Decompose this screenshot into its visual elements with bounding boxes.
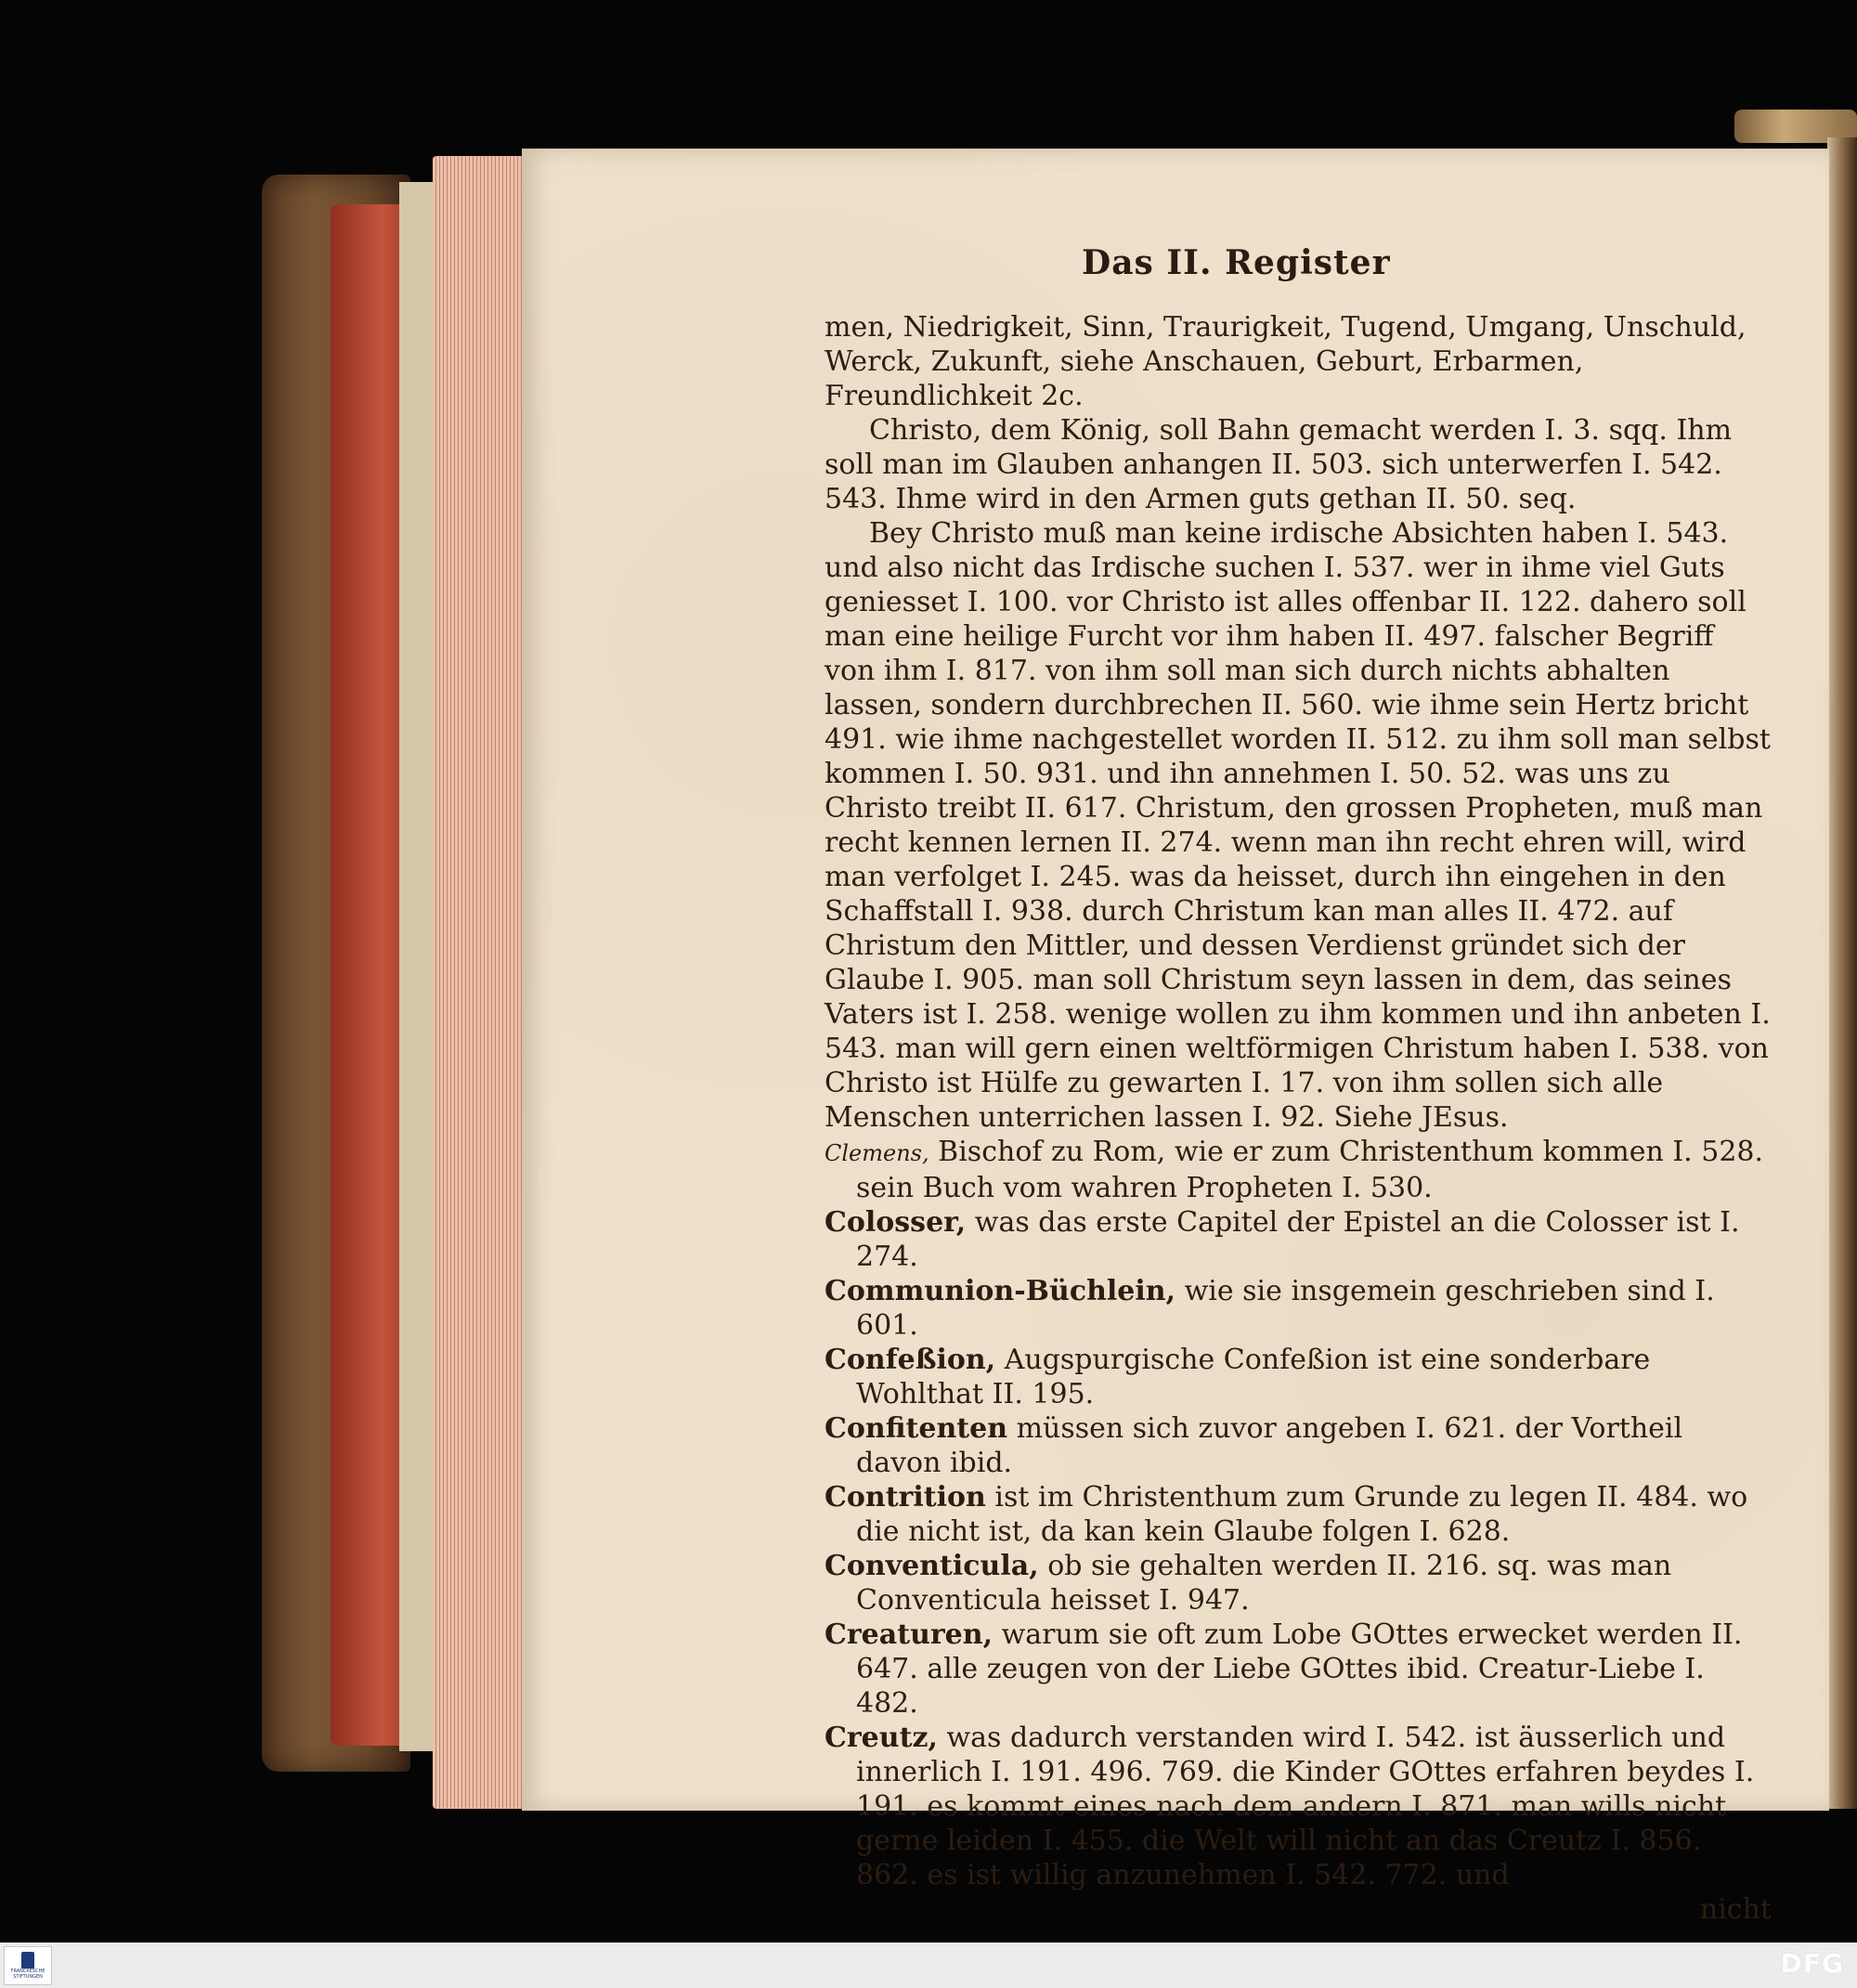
entry-lead: Confeßion, bbox=[825, 1344, 996, 1376]
entry-lead: Colosser, bbox=[825, 1206, 967, 1239]
entry-lead: Creaturen, bbox=[825, 1618, 993, 1651]
entry-text: ist im Christenthum zum Grunde zu legen II. 484. wo die nicht ist, da kan kein Glaube folgen I. 628. bbox=[856, 1481, 1748, 1548]
entry-text: Bey Christo muß man keine irdische Absichten haben I. 543. und also nicht das Irdische suchen I. 537. wer in ihme viel Guts geniesset I. 100. vor Christo ist alles offenbar II. 122. dahero soll man eine heilige Furcht vor ihm haben II. 497. falscher Begriff von ihm I. 817. von ihm soll man sich durch nichts abhalten lassen, sondern durchbrechen II. 560. wie ihme sein Hertz bricht 491. wie ihme nachgestellet worden II. 512. zu ihm soll man selbst kommen I. 50. 931. und ihn annehmen I. 50. 52. was uns zu Christo treibt II. 617. Christum, den grossen Propheten, muß man recht kennen lernen II. 274. wenn man ihn recht ehren will, wird man verfolget I. 245. was da heisset, durch ihn eingehen in den Schaffstall I. 938. durch Christum kan man alles II. 472. auf Christum den Mittler, und dessen Verdienst gründet sich der Glaube I. 905. man soll Christum seyn lassen in dem, das seines Vaters ist I. 258. wenige wollen zu ihm kommen und ihn anbeten I. 543. man will gern einen weltförmigen Christum haben I. 538. von Christo ist Hülfe zu gewarten I. 17. von ihm sollen sich alle Menschen unterrichen lassen I. 92. Siehe JEsus. bbox=[825, 517, 1771, 1134]
entry-lead: Confitenten bbox=[825, 1412, 1008, 1445]
entry-text: Bischof zu Rom, wie er zum Christenthum kommen I. 528. sein Buch vom wahren Propheten I. 530. bbox=[856, 1136, 1764, 1204]
entry-creaturen bbox=[825, 1618, 1772, 1721]
page-header: Das II. Register bbox=[1082, 243, 1391, 282]
francke-logo[interactable] bbox=[4, 1946, 52, 1985]
entry-continuation bbox=[825, 310, 1772, 413]
entry-text: müssen sich zuvor angeben I. 621. der Vortheil davon ibid. bbox=[856, 1412, 1683, 1479]
francke-logo-icon bbox=[21, 1952, 34, 1969]
entry-conventicula bbox=[825, 1549, 1772, 1618]
entry-lead: Conventicula, bbox=[825, 1550, 1039, 1582]
register-text bbox=[825, 310, 1772, 1927]
entry-bey-christo bbox=[825, 516, 1772, 1135]
entry-lead: Creutz, bbox=[825, 1722, 938, 1754]
entry-colosser bbox=[825, 1205, 1772, 1274]
entry-christo bbox=[825, 413, 1772, 516]
entry-lead: Communion-Büchlein, bbox=[825, 1275, 1176, 1307]
entry-communion bbox=[825, 1274, 1772, 1343]
entry-text: Christo, dem König, soll Bahn gemacht werden I. 3. sqq. Ihm soll man im Glauben anhangen II. 503. sich unterwerfen I. 542. 543. Ihme wird in den Armen guts gethan II. 50. seq. bbox=[825, 414, 1733, 515]
gutter bbox=[1827, 137, 1857, 1809]
dfg-logo[interactable]: DFG bbox=[1780, 1948, 1844, 1979]
entry-text: warum sie oft zum Lobe GOttes erwecket werden II. 647. alle zeugen von der Liebe GOttes ibid. Creatur-Liebe I. 482. bbox=[856, 1618, 1743, 1720]
catchword: nicht bbox=[1699, 1893, 1772, 1926]
entry-lead: Contrition bbox=[825, 1481, 986, 1514]
entry-text: Augspurgische Confeßion ist eine sonderbare Wohlthat II. 195. bbox=[856, 1344, 1651, 1410]
entry-text: men, Niedrigkeit, Sinn, Traurigkeit, Tugend, Umgang, Unschuld, Werck, Zukunft, siehe Anschauen, Geburt, Erbarmen, Freundlichkeit 2c. bbox=[825, 311, 1747, 412]
entry-text: was das erste Capitel der Epistel an die Colosser ist I. 274. bbox=[856, 1206, 1740, 1273]
entry-contrition bbox=[825, 1480, 1772, 1549]
francke-logo-text: FRANCKESCHE STIFTUNGEN bbox=[10, 1969, 45, 1980]
entry-creutz bbox=[825, 1721, 1772, 1892]
page-edges bbox=[433, 156, 526, 1809]
entry-text: wie sie insgemein geschrieben sind I. 601. bbox=[856, 1275, 1715, 1342]
entry-confession bbox=[825, 1343, 1772, 1411]
entry-text: ob sie gehalten werden II. 216. sq. was man Conventicula heisset I. 947. bbox=[856, 1550, 1672, 1617]
viewer-footer bbox=[0, 1943, 1857, 1988]
entry-lead: Clemens, bbox=[825, 1140, 929, 1166]
entry-clemens bbox=[825, 1135, 1772, 1205]
entry-text: was dadurch verstanden wird I. 542. ist äusserlich und innerlich I. 191. 496. 769. die Kinder GOttes erfahren beydes I. 191. es kommt eines nach dem andern I. 871. man wills nicht gerne leiden I. 455. die Welt will nicht an das Creutz I. 856. 862. es ist willig anzunehmen I. 542. 772. und bbox=[856, 1722, 1755, 1891]
entry-confitenten bbox=[825, 1411, 1772, 1480]
